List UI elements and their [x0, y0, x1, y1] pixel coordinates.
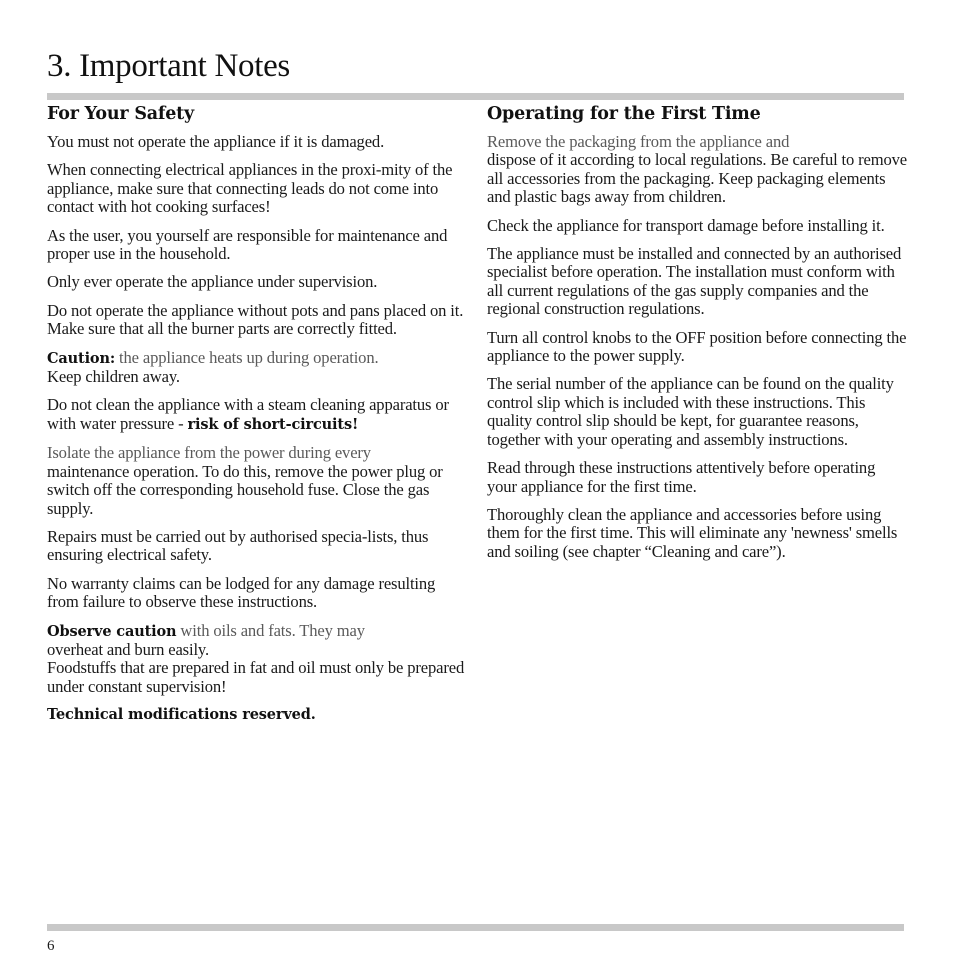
safety-paragraph: Only ever operate the appliance under supervision. — [47, 272, 378, 292]
isolate-text: maintenance operation. To do this, remove the power plug or switch off the corresponding household fuse. Close the gas supply. — [47, 461, 443, 518]
isolate-text-light: Isolate the appliance from the power during every — [47, 443, 371, 463]
first-time-paragraph: Check the appliance for transport damage before installing it. — [487, 215, 885, 235]
oil-caution-text-light: with oils and fats. They may — [176, 620, 365, 640]
caution-label: Caution: — [47, 349, 116, 367]
top-divider — [47, 93, 904, 100]
oil-supervision-text: Foodstuffs that are prepared in fat and oil must only be prepared under constant supervision! — [47, 658, 465, 696]
safety-paragraph: Do not operate the appliance without pots and pans placed on it. Make sure that all the burner parts are correctly fitted. — [47, 300, 464, 339]
packaging-text-light: Remove the packaging from the appliance and — [487, 132, 790, 151]
safety-column — [47, 103, 465, 735]
caution-text: the appliance heats up during operation. — [115, 347, 379, 367]
safety-paragraph: You must not operate the appliance if it is damaged. — [47, 132, 385, 151]
technical-modifications-note: Technical modifications reserved. — [47, 706, 316, 724]
page-number: 6 — [47, 938, 55, 954]
isolate-paragraph — [47, 444, 465, 518]
first-time-column — [487, 103, 907, 571]
short-circuit-warning: risk of short-circuits! — [187, 415, 359, 433]
first-time-paragraph: The serial number of the appliance can be found on the quality control slip which is included with these instructions. This quality control slip should be kept, for guarantee reasons, together with your operating and assembly instructions. — [487, 374, 894, 449]
packaging-paragraph — [487, 133, 907, 207]
page-title: 3. Important Notes — [47, 48, 290, 84]
safety-paragraph: As the user, you yourself are responsible for maintenance and proper use in the household. — [47, 225, 448, 264]
steam-cleaning-text: Do not clean the appliance with a steam cleaning apparatus or with water pressure - — [47, 395, 449, 433]
first-time-heading: Operating for the First Time — [487, 104, 761, 124]
first-time-paragraph: Thoroughly clean the appliance and accessories before using them for the first time. This will eliminate any 'newness' smells and soiling (see chapter “Cleaning and care”). — [487, 504, 898, 561]
packaging-text: dispose of it according to local regulations. Be careful to remove all accessories from the packaging. Keep packaging elements and plastic bags away from children. — [487, 150, 908, 207]
safety-paragraph: No warranty claims can be lodged for any damage resulting from failure to observe these instructions. — [47, 573, 436, 612]
first-time-paragraph: Turn all control knobs to the OFF position before connecting the appliance to the power supply. — [487, 327, 907, 366]
caution-paragraph — [47, 349, 465, 387]
oil-caution-paragraph — [47, 622, 465, 697]
observe-caution-label: Observe caution — [47, 622, 177, 640]
oil-caution-text: overheat and burn easily. — [47, 639, 209, 659]
safety-paragraph: Repairs must be carried out by authorised specia-lists, thus ensuring electrical safety. — [47, 526, 429, 565]
caution-text-continued: Keep children away. — [47, 367, 180, 387]
steam-cleaning-paragraph — [47, 396, 465, 434]
safety-heading: For Your Safety — [47, 104, 195, 124]
first-time-paragraph: Read through these instructions attentively before operating your appliance for the first time. — [487, 458, 876, 496]
bottom-divider — [47, 924, 904, 931]
safety-paragraph: When connecting electrical appliances in the proxi-mity of the appliance, make sure that connecting leads do not come into contact with hot cooking surfaces! — [47, 160, 453, 217]
first-time-paragraph: The appliance must be installed and connected by an authorised specialist before operation. The installation must conform with all current regulations of the gas supply companies and the regional construction regulations. — [487, 244, 902, 319]
